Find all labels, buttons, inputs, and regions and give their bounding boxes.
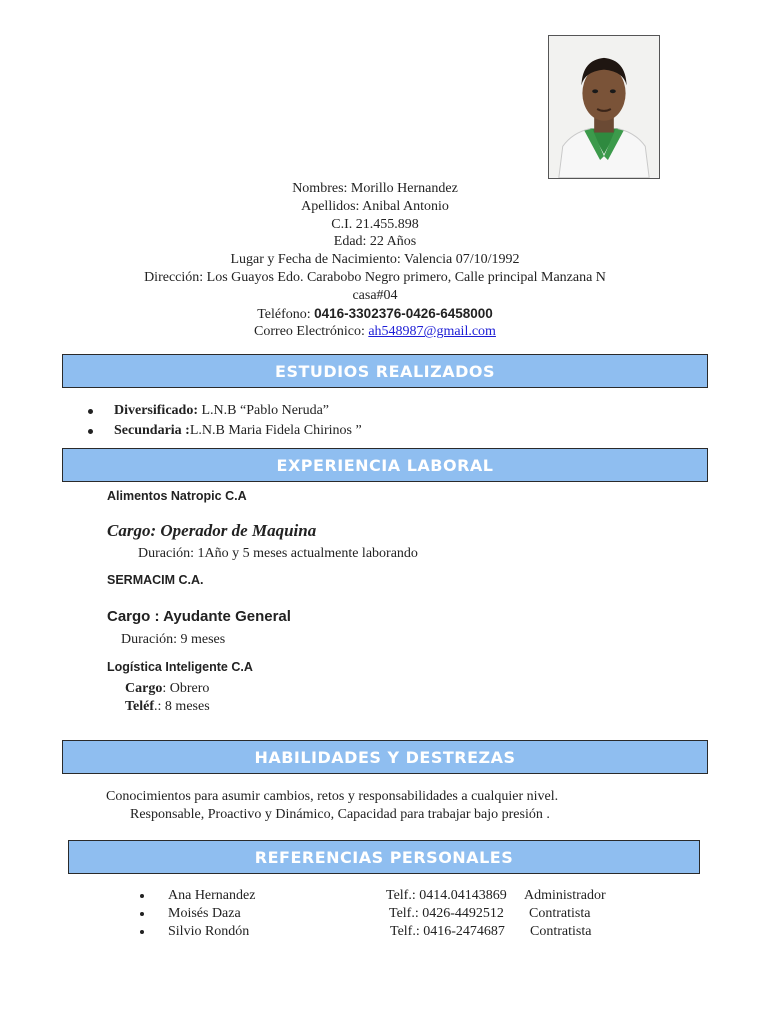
job3-cargo-label: Cargo: [125, 681, 163, 696]
person-portrait-icon: [549, 36, 659, 178]
estudio-label: Diversificado:: [114, 403, 198, 418]
direccion-line-1: Dirección: Los Guayos Edo. Carabobo Negro primero, Calle principal Manzana N: [144, 269, 606, 285]
email-link[interactable]: ah548987@gmail.com: [368, 324, 496, 340]
correo-label: Correo Electrónico:: [254, 324, 369, 340]
list-item: [88, 401, 362, 421]
list-item: [140, 905, 620, 923]
job3-cargo: [125, 681, 209, 697]
section-habilidades-header: HABILIDADES Y DESTREZAS: [62, 740, 708, 774]
section-experiencia-header: EXPERIENCIA LABORAL: [62, 448, 708, 482]
job1-duracion: Duración: 1Año y 5 meses actualmente laborando: [138, 546, 418, 561]
reference-phone: Telf.: 0416-2474687: [390, 924, 505, 939]
telefono-line: [120, 305, 630, 324]
estudios-list: [88, 401, 362, 441]
nombres-text: Nombres: Morillo Hernandez: [292, 181, 458, 196]
habilidades-line-2: Responsable, Proactivo y Dinámico, Capacidad para trabajar bajo presión .: [130, 807, 550, 822]
list-item: [140, 887, 620, 905]
reference-phone: Telf.: 0414.04143869: [386, 888, 507, 903]
personal-info: [120, 180, 630, 341]
job3-telef: [125, 699, 210, 715]
reference-name: Moisés Daza: [168, 906, 241, 921]
bullet-icon: [140, 894, 144, 898]
profile-photo: [548, 35, 660, 179]
reference-name: Silvio Rondón: [168, 924, 250, 939]
job3-telef-label: Teléf: [125, 699, 155, 714]
job2-company: SERMACIM C.A.: [107, 573, 204, 587]
section-referencias-header: REFERENCIAS PERSONALES: [68, 840, 700, 874]
lugar-fecha-text: Lugar y Fecha de Nacimiento: Valencia 07/10/1992: [230, 252, 520, 268]
reference-role: Contratista: [530, 924, 592, 939]
bullet-icon: [140, 930, 144, 934]
list-item: [88, 421, 362, 441]
reference-role: Administrador: [524, 888, 606, 903]
estudio-value: L.N.B Maria Fidela Chirinos ”: [189, 423, 362, 438]
reference-name: Ana Hernandez: [168, 888, 256, 903]
estudio-value: L.N.B “Pablo Neruda”: [197, 403, 330, 418]
reference-role: Contratista: [529, 906, 591, 921]
job3-cargo-value: : Obrero: [162, 681, 210, 696]
job2-duracion: Duración: 9 meses: [121, 632, 226, 647]
bullet-icon: [88, 409, 93, 414]
bullet-icon: [88, 429, 93, 434]
habilidades-line-1: Conocimientos para asumir cambios, retos y responsabilidades a cualquier nivel.: [106, 789, 559, 804]
apellidos-text: Apellidos: Anibal Antonio: [301, 198, 449, 214]
job3-company: Logística Inteligente C.A: [107, 660, 253, 674]
bullet-icon: [140, 912, 144, 916]
job1-company: Alimentos Natropic C.A: [107, 489, 247, 503]
telefono-value: 0416-3302376-0426-6458000: [314, 305, 493, 321]
telefono-label: Teléfono:: [257, 306, 315, 322]
edad-text: Edad: 22 Años: [333, 234, 417, 250]
list-item: [140, 923, 620, 941]
correo-line: [120, 323, 630, 341]
section-estudios-header: ESTUDIOS REALIZADOS: [62, 354, 708, 388]
job3-telef-value: .: 8 meses: [154, 699, 210, 714]
job1-cargo: Cargo: Operador de Maquina: [107, 521, 317, 540]
estudio-label: Secundaria :: [114, 423, 190, 438]
direccion-line-2: casa#04: [352, 287, 398, 303]
job2-cargo: Cargo : Ayudante General: [107, 608, 291, 625]
reference-phone: Telf.: 0426-4492512: [389, 906, 504, 921]
ci-text: C.I. 21.455.898: [331, 216, 419, 232]
